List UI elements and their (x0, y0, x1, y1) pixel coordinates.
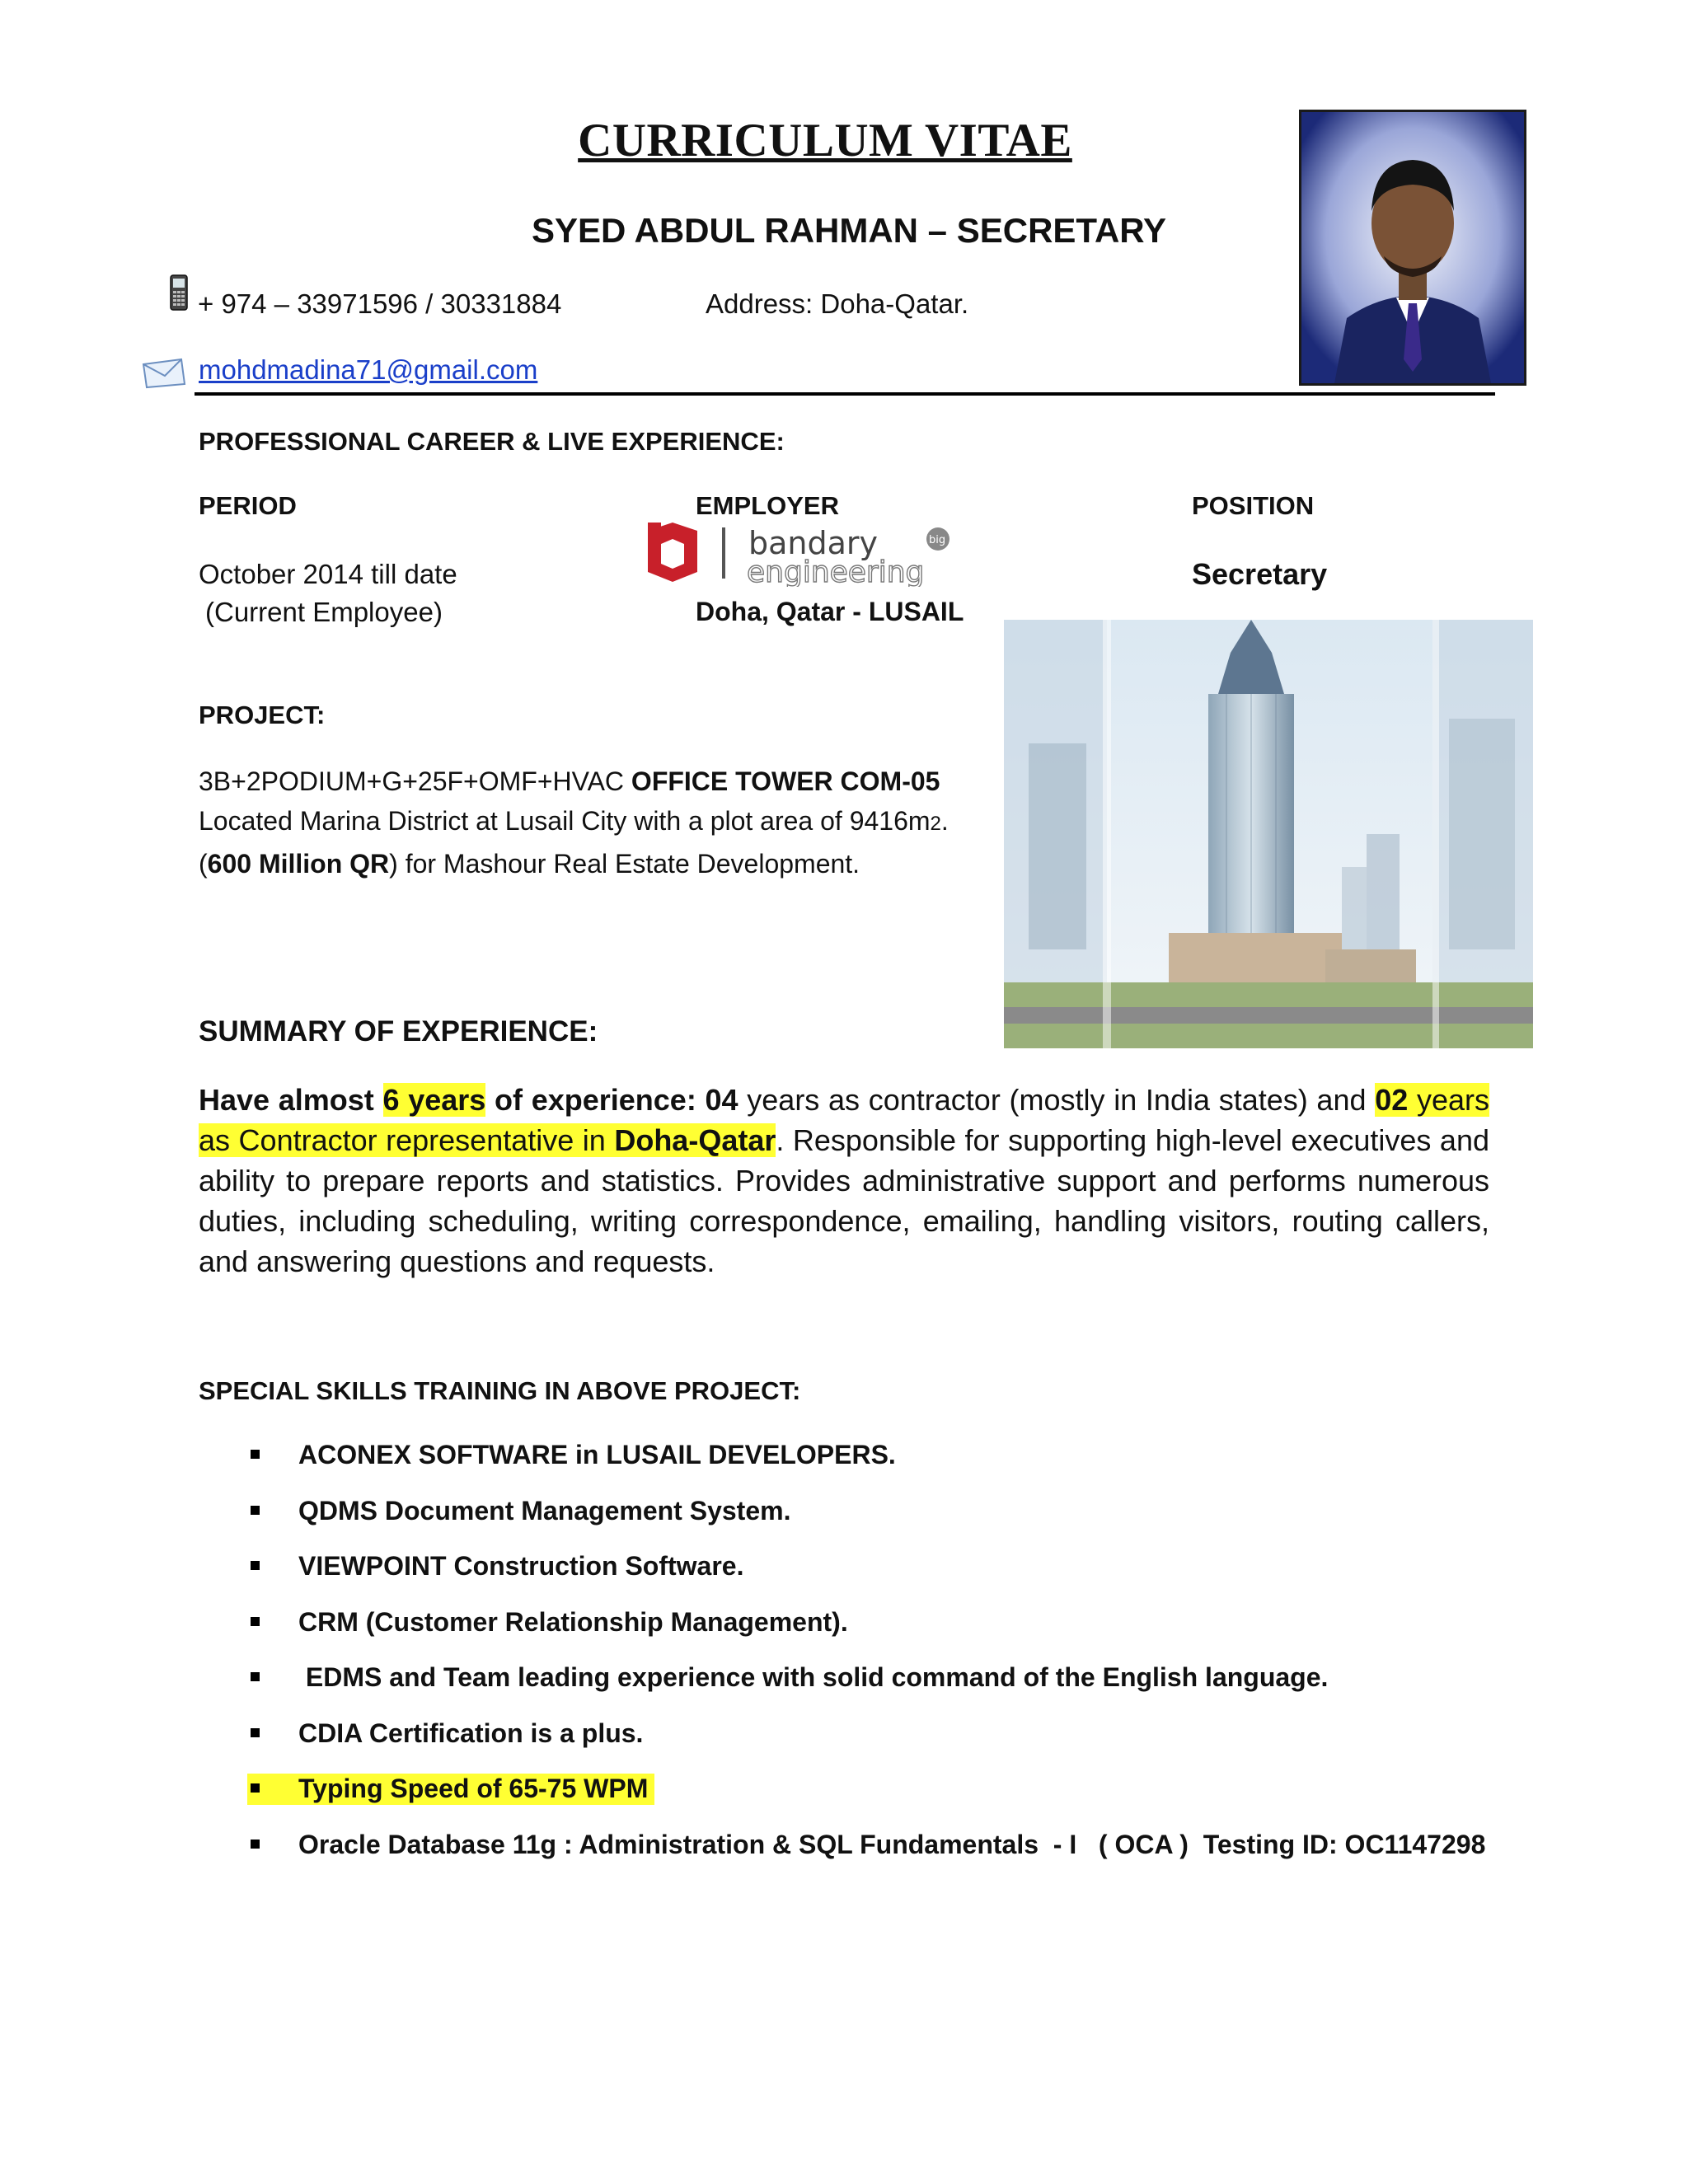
list-item-highlighted: Typing Speed of 65-75 WPM (247, 1772, 1485, 1828)
period-column-header: PERIOD (199, 491, 297, 520)
svg-text:bandary: bandary (748, 525, 879, 561)
envelope-icon (140, 356, 188, 389)
header-divider (195, 392, 1495, 396)
skills-list (247, 1438, 1485, 1883)
document-title: CURRICULUM VITAE (578, 115, 1072, 166)
address: Address: Doha-Qatar. (706, 288, 969, 319)
svg-text:big: big (929, 534, 946, 546)
project-tower-image (1004, 620, 1533, 1048)
bullet-icon (251, 1617, 260, 1626)
list-item: Oracle Database 11g : Administration & SQL Fundamentals - I ( OCA ) Testing ID: OC1147298 (247, 1828, 1485, 1884)
employer-logo (643, 521, 997, 587)
svg-text:engineering: engineering (747, 555, 925, 587)
phone-number: + 974 – 33971596 / 30331884 (198, 288, 562, 319)
list-item: ACONEX SOFTWARE in LUSAIL DEVELOPERS. (247, 1438, 1485, 1494)
bullet-icon (251, 1783, 260, 1793)
position-value: Secretary (1192, 557, 1328, 591)
bullet-icon (251, 1672, 260, 1681)
skills-heading: SPECIAL SKILLS TRAINING IN ABOVE PROJECT: (199, 1376, 801, 1405)
experience-heading: PROFESSIONAL CAREER & LIVE EXPERIENCE: (199, 427, 785, 456)
period-note: (Current Employee) (205, 597, 443, 627)
summary-paragraph: Have almost 6 years of experience: 04 years as contractor (mostly in India states) and 02 years as Contractor representative in Doha-Qatar. Responsible for supporting high-level executives and ability to prepare reports and statistics. Provides administrative support and performs numerous duties, including scheduling, writing correspondence, emailing, handling visitors, routing callers, and answering questions and requests. (199, 1083, 1489, 1278)
bullet-icon (251, 1840, 260, 1849)
employer-column-header: EMPLOYER (696, 491, 839, 520)
list-item: EDMS and Team leading experience with solid command of the English language. (247, 1661, 1485, 1717)
bullet-icon (251, 1728, 260, 1737)
email-link[interactable]: mohdmadina71@gmail.com (199, 354, 538, 385)
list-item: QDMS Document Management System. (247, 1494, 1485, 1550)
list-item: CRM (Customer Relationship Management). (247, 1605, 1485, 1661)
candidate-name: SYED ABDUL RAHMAN – SECRETARY (532, 211, 1167, 250)
position-column-header: POSITION (1192, 491, 1315, 520)
bullet-icon (251, 1561, 260, 1570)
employer-location: Doha, Qatar - LUSAIL (696, 597, 964, 626)
list-item: CDIA Certification is a plus. (247, 1717, 1485, 1773)
project-heading: PROJECT: (199, 701, 326, 729)
summary-heading: SUMMARY OF EXPERIENCE: (199, 1015, 598, 1047)
project-description: 3B+2PODIUM+G+25F+OMF+HVAC OFFICE TOWER COM-05 Located Marina District at Lusail City with a plot area of 9416m2. (600 Million QR) for Mashour Real Estate Development. (199, 766, 949, 879)
bullet-icon (251, 1450, 260, 1459)
list-item: VIEWPOINT Construction Software. (247, 1549, 1485, 1605)
bullet-icon (251, 1506, 260, 1515)
profile-photo (1299, 110, 1526, 386)
period-value: October 2014 till date (199, 559, 457, 589)
mobile-phone-icon (169, 274, 189, 311)
